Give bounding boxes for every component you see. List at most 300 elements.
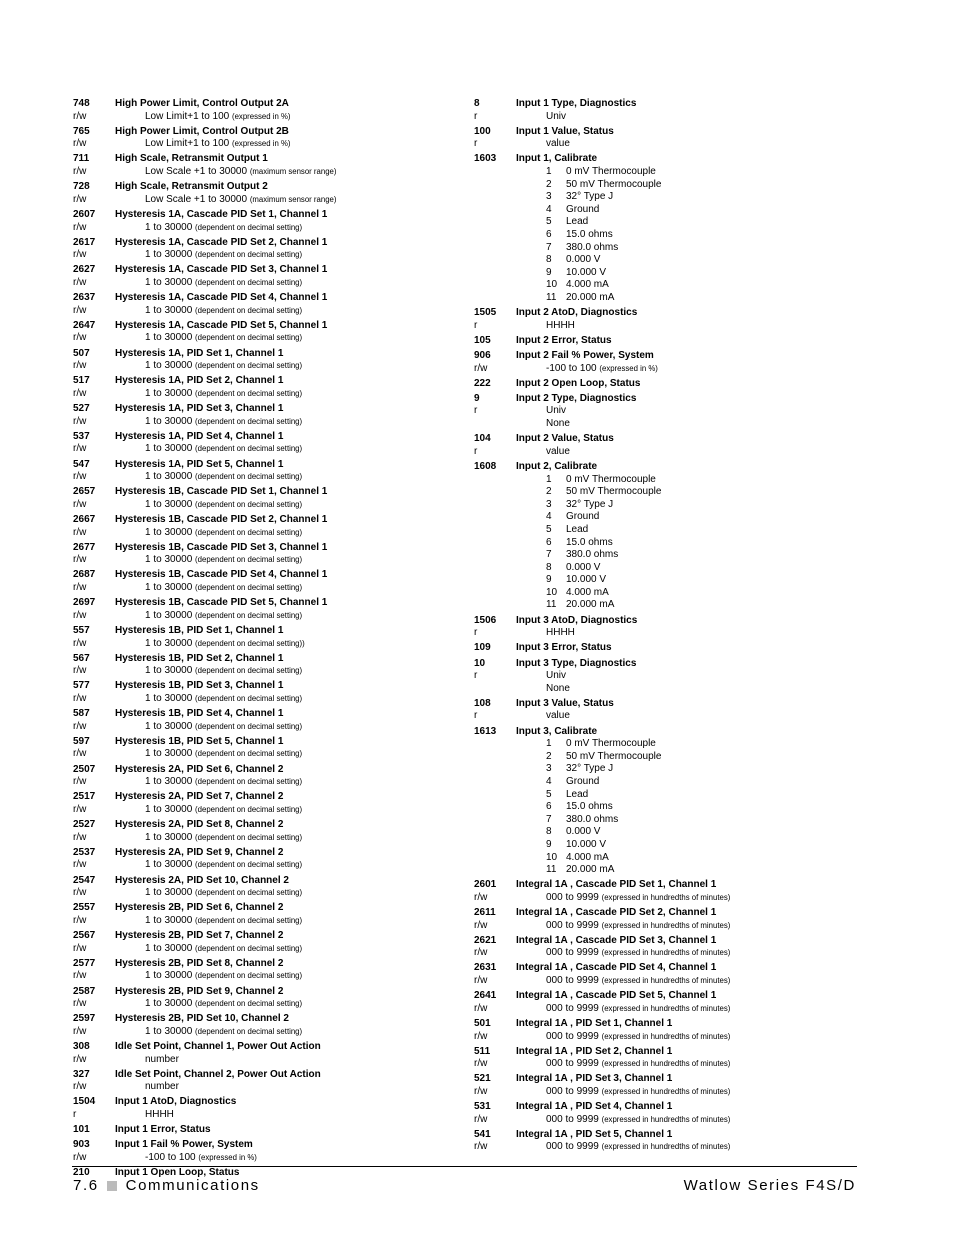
range-note: (dependent on decimal setting) [195,832,303,842]
calibrate-option [474,839,864,852]
parameter-range-row [73,166,463,179]
parameter-name: Hysteresis 1A, PID Set 4, Channel 1 [115,430,284,442]
parameter-name: Input 2 Open Loop, Status [516,377,641,389]
parameter-range-row [474,1058,864,1071]
option-label: 380.0 ohms [566,241,619,253]
parameter-header [474,726,864,739]
parameter-id: 222 [474,377,491,389]
range-value: 1 to 30000 [145,609,193,621]
access-mode: r/w [474,1085,488,1097]
option-number: 5 [546,523,552,535]
parameter-value: Univ [546,110,567,122]
access-mode: r/w [73,942,87,954]
option-number: 7 [546,549,552,561]
access-mode: r/w [73,998,87,1010]
parameter-range-row [73,998,463,1011]
range-text-wrap [115,388,302,401]
parameter-name: Hysteresis 1A, Cascade PID Set 2, Channel 1 [115,236,328,248]
parameter-entry [73,348,463,373]
parameter-value-row [474,138,864,151]
parameter-name: Integral 1A , Cascade PID Set 1, Channel 1 [516,879,717,891]
option-label: 0.000 V [566,561,601,573]
parameter-name: Integral 1A , PID Set 3, Channel 1 [516,1073,673,1085]
parameter-id: 10 [474,657,486,669]
parameter-range-row [73,804,463,817]
parameter-range-row [73,943,463,956]
parameter-name: Input 2 Type, Diagnostics [516,392,637,404]
range-text-wrap [115,998,302,1011]
option-label: 0.000 V [566,826,601,838]
range-note: (expressed in hundredths of minutes) [601,948,731,958]
parameter-entry [73,98,463,123]
parameter-range-row [73,194,463,207]
range-value: Low Limit+1 to 100 [145,110,230,122]
range-value: 000 to 9999 [546,1030,599,1042]
range-text-wrap [516,1141,730,1154]
option-number: 5 [546,788,552,800]
parameter-name: Input 1 AtoD, Diagnostics [115,1096,237,1108]
parameter-id: 2617 [73,236,96,248]
range-text-wrap [516,363,658,376]
parameter-entry [474,433,864,458]
parameter-range-row [474,920,864,933]
parameter-entry [73,1013,463,1038]
parameter-name: Idle Set Point, Channel 1, Power Out Action [115,1040,321,1052]
indent-spacer [474,587,546,600]
range-note: (dependent on decimal setting) [195,721,303,731]
section-title: Communications [125,1177,260,1194]
parameter-header [73,459,463,472]
parameter-name: Hysteresis 1B, Cascade PID Set 3, Channel 1 [115,541,328,553]
parameter-name: High Power Limit, Control Output 2B [115,125,289,137]
parameter-entry [73,403,463,428]
access-mode: r/w [73,887,87,899]
parameter-id: 765 [73,125,90,137]
parameter-id: 2587 [73,985,96,997]
indent-spacer [474,279,546,292]
parameter-entry [73,1041,463,1066]
option-label: 32° Type J [566,191,614,203]
parameter-range-row [73,360,463,373]
range-text-wrap [115,332,302,345]
parameter-range-row [474,947,864,960]
range-text-wrap [516,1114,730,1127]
parameter-range-row [73,388,463,401]
parameter-id: 1613 [474,725,497,737]
indent-spacer [474,254,546,267]
indent-spacer [474,216,546,229]
range-value: 000 to 9999 [546,1085,599,1097]
parameter-entry [73,459,463,484]
calibrate-option [474,242,864,255]
indent-spacer [474,499,546,512]
range-text-wrap [516,947,730,960]
parameter-name: Input 2, Calibrate [516,460,598,472]
parameter-value-row [474,418,864,431]
parameter-name: Hysteresis 2B, PID Set 7, Channel 2 [115,930,284,942]
parameter-id: 1504 [73,1096,96,1108]
parameter-header [73,958,463,971]
parameter-header [73,98,463,111]
parameter-value-row [474,683,864,696]
range-text-wrap [115,887,302,900]
range-note: (maximum sensor range) [249,167,337,177]
option-label: Lead [566,523,589,535]
parameter-name: Input 1 Value, Status [516,125,614,137]
range-text-wrap [115,721,302,734]
parameter-id: 2631 [474,962,497,974]
parameter-entry [474,658,864,696]
parameter-header [73,764,463,777]
range-note: (dependent on decimal setting) [195,971,303,981]
parameter-value: value [546,445,570,457]
option-number: 1 [546,738,552,750]
parameter-value: HHHH [546,319,575,331]
range-note: (dependent on decimal setting) [195,583,303,593]
calibrate-option [474,524,864,537]
parameter-entry [73,819,463,844]
parameter-id: 2641 [474,990,497,1002]
parameter-range-row [73,222,463,235]
parameter-entry [73,791,463,816]
parameter-range-row [474,892,864,905]
option-number: 2 [546,178,552,190]
range-value: 1 to 30000 [145,387,193,399]
parameter-name: Input 1 Fail % Power, System [115,1139,253,1151]
calibrate-option [474,776,864,789]
range-note: (dependent on decimal setting) [195,499,303,509]
parameter-entry [73,375,463,400]
indent-spacer [474,852,546,865]
parameter-header [474,335,864,348]
parameter-list-right [474,98,864,1157]
indent-spacer [474,292,546,305]
calibrate-option [474,763,864,776]
option-label: 10.000 V [566,266,607,278]
footer-rule [72,1166,857,1167]
calibrate-option [474,279,864,292]
parameter-name: Hysteresis 1B, PID Set 2, Channel 1 [115,652,284,664]
parameter-entry [474,307,864,332]
parameter-header [73,1069,463,1082]
parameter-entry [474,615,864,640]
parameter-name: Hysteresis 1A, Cascade PID Set 1, Channel 1 [115,208,328,220]
option-label: Ground [566,203,600,215]
access-mode: r [474,405,478,417]
range-text-wrap [115,610,302,623]
parameter-range-row [73,554,463,567]
range-note: (dependent on decimal setting) [195,804,303,814]
parameter-entry [73,542,463,567]
parameter-id: 1608 [474,460,497,472]
range-value: 1 to 30000 [145,221,193,233]
parameter-range-row [73,859,463,872]
access-mode: r/w [73,554,87,566]
calibrate-option [474,789,864,802]
parameter-entry [73,486,463,511]
option-number: 4 [546,203,552,215]
parameter-entry [474,378,864,391]
range-text-wrap [115,1081,179,1094]
parameter-id: 597 [73,735,90,747]
range-value: number [145,1081,179,1093]
parameter-header [73,264,463,277]
option-number: 8 [546,254,552,266]
calibrate-option [474,751,864,764]
access-mode: r/w [73,221,87,233]
parameter-entry [73,875,463,900]
parameter-id: 567 [73,652,90,664]
option-number: 6 [546,536,552,548]
parameter-range-row [73,748,463,761]
parameter-name: Hysteresis 1A, PID Set 5, Channel 1 [115,458,284,470]
parameter-header [474,642,864,655]
access-mode: r/w [474,1030,488,1042]
parameter-entry [73,1124,463,1137]
access-mode [474,418,516,431]
parameter-id: 903 [73,1139,90,1151]
parameter-entry [73,1139,463,1164]
parameter-name: Integral 1A , Cascade PID Set 3, Channel 1 [516,934,717,946]
parameter-entry [73,181,463,206]
parameter-range-row [73,1081,463,1094]
parameter-id: 1506 [474,614,497,626]
access-mode: r/w [73,720,87,732]
access-mode: r/w [73,387,87,399]
parameter-name: Integral 1A , PID Set 5, Channel 1 [516,1128,673,1140]
range-text-wrap [115,970,302,983]
calibrate-option [474,292,864,305]
parameter-entry [73,847,463,872]
indent-spacer [474,474,546,487]
parameter-header [474,153,864,166]
calibrate-option [474,537,864,550]
indent-spacer [474,751,546,764]
parameter-entry [73,930,463,955]
parameter-name: Hysteresis 2A, PID Set 6, Channel 2 [115,763,284,775]
calibrate-option [474,499,864,512]
parameter-header [73,791,463,804]
parameter-range-row [73,887,463,900]
option-number: 3 [546,498,552,510]
range-text-wrap [115,111,291,124]
access-mode: r [474,445,478,457]
range-text-wrap [516,892,730,905]
parameter-range-row [474,975,864,988]
range-note: (dependent on decimal setting) [195,278,303,287]
parameter-range-row [73,832,463,845]
option-number: 6 [546,229,552,241]
option-number: 5 [546,216,552,228]
parameter-entry [73,736,463,761]
parameter-range-row [474,1003,864,1016]
parameter-header [73,569,463,582]
range-text-wrap [115,638,305,651]
option-label: 10.000 V [566,838,607,850]
access-mode: r/w [73,1053,87,1065]
range-note: (expressed in hundredths of minutes) [601,920,731,930]
parameter-value-row [474,320,864,333]
parameter-id: 2577 [73,957,96,969]
parameter-id: 100 [474,125,491,137]
square-bullet-icon [107,1181,117,1191]
range-note: (dependent on decimal setting) [195,1026,303,1036]
parameter-header [474,879,864,892]
parameter-id: 308 [73,1040,90,1052]
calibrate-option [474,852,864,865]
parameter-header [474,461,864,474]
parameter-id: 105 [474,334,491,346]
range-value: 1 to 30000 [145,748,193,760]
parameter-id: 2677 [73,541,96,553]
option-label: 20.000 mA [566,864,615,876]
parameter-entry [73,986,463,1011]
range-text-wrap [115,693,302,706]
indent-spacer [474,204,546,217]
parameter-header [73,431,463,444]
calibrate-option [474,267,864,280]
access-mode: r/w [474,891,488,903]
range-text-wrap [115,748,302,761]
parameter-header [474,350,864,363]
indent-spacer [474,511,546,524]
option-number: 7 [546,813,552,825]
range-text-wrap [115,471,302,484]
parameter-name: Input 3 Type, Diagnostics [516,657,637,669]
parameter-entry [474,907,864,932]
range-text-wrap [115,943,302,956]
range-note: (dependent on decimal setting) [195,222,303,232]
parameter-name: Hysteresis 2A, PID Set 9, Channel 2 [115,846,284,858]
parameter-id: 210 [73,1167,90,1179]
parameter-header [73,1124,463,1137]
option-number: 3 [546,763,552,775]
range-value: 1 to 30000 [145,720,193,732]
parameter-header [73,1013,463,1026]
range-value: 1 to 30000 [145,415,193,427]
parameter-id: 577 [73,680,90,692]
range-value: 000 to 9999 [546,947,599,959]
parameter-header [474,1101,864,1114]
range-value: -100 to 100 [546,362,597,374]
access-mode: r/w [73,277,87,288]
parameter-header [474,962,864,975]
parameter-value: value [546,138,570,150]
parameter-entry [474,726,864,877]
option-number: 4 [546,511,552,523]
range-value: 1 to 30000 [145,859,193,871]
indent-spacer [474,738,546,751]
range-note: (dependent on decimal setting) [195,888,303,898]
parameter-range-row [73,582,463,595]
parameter-range-row [474,1031,864,1044]
range-value: 1 to 30000 [145,554,193,566]
parameter-value: value [546,710,570,722]
access-mode: r/w [73,166,87,178]
parameter-id: 507 [73,347,90,359]
range-text-wrap [115,776,302,789]
parameter-header [474,393,864,406]
parameter-name: Integral 1A , PID Set 1, Channel 1 [516,1017,673,1029]
parameter-name: Integral 1A , Cascade PID Set 2, Channel 1 [516,906,717,918]
range-note: (expressed in %) [599,363,658,373]
access-mode: r [73,1109,77,1121]
parameter-value: Univ [546,405,567,417]
range-note: (expressed in hundredths of minutes) [601,976,731,986]
indent-spacer [474,776,546,789]
access-mode: r/w [73,1081,87,1093]
option-label: 32° Type J [566,498,614,510]
access-mode: r/w [73,665,87,677]
parameter-entry [474,1046,864,1071]
parameter-value: None [546,682,570,694]
parameter-id: 2621 [474,934,497,946]
access-mode: r/w [73,859,87,871]
range-value: 000 to 9999 [546,975,599,987]
access-mode: r/w [474,975,488,987]
range-value: 1 to 30000 [145,970,193,982]
parameter-value-row [474,670,864,683]
range-text-wrap [115,360,302,373]
range-value: 1 to 30000 [145,498,193,510]
parameter-entry [73,764,463,789]
parameter-name: Hysteresis 2A, PID Set 8, Channel 2 [115,819,284,831]
parameter-header [73,1096,463,1109]
access-mode: r/w [73,498,87,510]
access-mode: r/w [73,360,87,372]
parameter-entry [73,708,463,733]
range-text-wrap [115,859,302,872]
parameter-id: 2627 [73,264,96,276]
parameter-header [73,181,463,194]
range-note: (dependent on decimal setting) [195,943,303,953]
calibrate-option [474,574,864,587]
indent-spacer [474,801,546,814]
parameter-header [73,237,463,250]
access-mode: r/w [73,609,87,621]
parameter-name: Hysteresis 1B, PID Set 4, Channel 1 [115,708,284,720]
access-mode: r/w [73,304,87,316]
parameter-header [73,708,463,721]
range-text-wrap [115,527,302,540]
option-label: 4.000 mA [566,851,609,863]
parameter-entry [474,642,864,655]
parameter-value-row [474,710,864,723]
range-value: 1 to 30000 [145,637,193,649]
calibrate-option [474,738,864,751]
calibrate-option [474,204,864,217]
parameter-entry [73,625,463,650]
option-number: 1 [546,473,552,485]
parameter-id: 711 [73,153,90,165]
parameter-range-row [73,970,463,983]
range-text-wrap [115,277,302,290]
parameter-range-row [73,527,463,540]
range-text-wrap [115,915,302,928]
parameter-header [73,153,463,166]
access-mode: r [474,138,478,150]
indent-spacer [474,524,546,537]
parameter-header [73,930,463,943]
parameter-name: Input 3 Value, Status [516,697,614,709]
parameter-id: 2557 [73,902,96,914]
range-note: (expressed in %) [198,1152,257,1162]
parameter-range-row [73,1109,463,1122]
parameter-range-row [73,1152,463,1165]
range-value: 1 to 30000 [145,998,193,1010]
option-number: 9 [546,574,552,586]
parameter-entry [474,98,864,123]
